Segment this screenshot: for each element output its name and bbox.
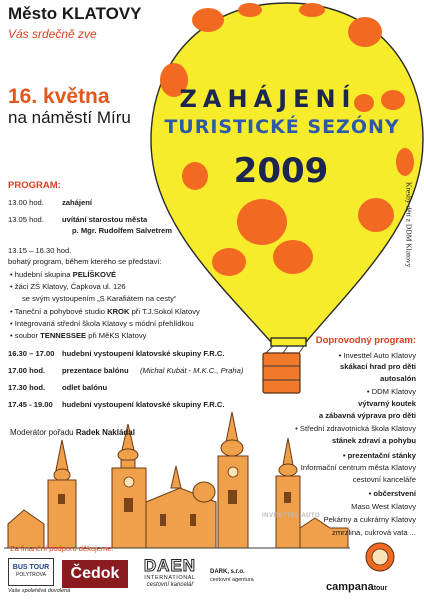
balloon-spot	[299, 3, 325, 17]
bus-tour-name: BUS TOUR	[12, 564, 50, 571]
tower-clock	[124, 477, 134, 487]
invitation-text: Vás srdečně zve	[8, 27, 97, 41]
performer-text: • hudební skupina	[10, 270, 73, 279]
tower-body	[48, 480, 76, 548]
daen-desc: cestovní kancelář	[146, 581, 194, 588]
program-item-note: (Michal Kubát - M.K.C., Praha)	[140, 366, 244, 375]
program-time: 16.30 – 17.00	[8, 349, 55, 358]
balloon-title-line2: TURISTICKÉ SEZÓNY	[164, 116, 400, 138]
program-item: hudební vystoupení klatovské skupiny F.R.C.	[62, 400, 225, 409]
cedok-name: Čedok	[70, 565, 120, 582]
program-time: 17.30 hod.	[8, 383, 46, 392]
balloon-rope	[299, 346, 304, 353]
side-program-title: • DDM Klatovy	[366, 387, 416, 396]
moderator-name: Radek Nakládal	[75, 428, 135, 437]
balloon-spot	[212, 248, 246, 276]
tower-bulb	[279, 464, 297, 476]
house-left	[8, 510, 44, 548]
program-time: 13.05 hod.	[8, 215, 44, 224]
event-place: na náměstí Míru	[8, 108, 131, 127]
performer-text: • Integrovaná střední škola Klatovy s módní přehlídkou	[10, 319, 194, 328]
side-program-line: skákací hrad pro děti	[340, 362, 416, 371]
side-program-heading: Doprovodný program:	[315, 335, 416, 346]
sponsors-heading: Za finanční podporu děkujeme:	[10, 544, 114, 553]
campana-logo	[326, 576, 387, 596]
tower-window	[58, 494, 65, 504]
city-title: Město KLATOVY	[8, 4, 142, 23]
side-program-line: a zábavná výprava pro děti	[318, 411, 416, 420]
performer-text: • Taneční a pohybové studio	[10, 307, 108, 316]
program-time: 17.00 hod.	[8, 366, 46, 375]
dark-logo	[210, 569, 270, 584]
bus-tour-sub: POLYTROVA	[16, 571, 46, 578]
performer-line	[10, 307, 200, 316]
side-program-line: výtvarný koutek	[358, 399, 416, 408]
performer-line	[10, 282, 126, 291]
side-program-title: • prezentační stánky	[342, 451, 416, 460]
campana-name: campana	[326, 581, 374, 593]
side-program-line: cestovní kanceláře	[352, 475, 416, 484]
tower-window	[284, 492, 291, 503]
daen-sub: INTERNATIONAL	[144, 574, 196, 581]
church-window	[190, 514, 196, 526]
side-program-line: Maso West Klatovy	[351, 502, 416, 511]
tower-clock	[228, 467, 238, 477]
balloon-spot	[358, 198, 394, 232]
tower-spire	[226, 412, 238, 442]
balloon-spot	[237, 199, 287, 245]
church-turret	[171, 466, 181, 488]
side-program-line: Pekárny a cukrárny Klatovy	[323, 515, 416, 524]
program-item: prezentace balónu	[62, 366, 129, 375]
event-date: 16. května	[8, 85, 110, 108]
church-dome	[193, 482, 215, 502]
illustration-credit: Kresby dětí z DDM Klatovy	[404, 182, 414, 268]
performer-text: při MěKS Klatovy	[86, 331, 147, 340]
tower-bulb	[221, 440, 243, 456]
side-program-line: Informační centrum města Klatovy	[300, 463, 416, 472]
program-item: hudební vystoupení klatovské skupiny F.R.C.	[62, 349, 225, 358]
side-program-line: stánek zdraví a pohybu	[332, 436, 416, 445]
program-intro: bohatý program, během kterého se představí:	[8, 257, 162, 266]
side-program-line: autosalón	[380, 374, 416, 383]
tower-window	[124, 498, 133, 512]
performer-text: • žáci ZŠ Klatovy, Čapkova ul. 126	[10, 282, 126, 291]
moderator-line	[10, 428, 135, 438]
balloon-spot	[348, 17, 382, 47]
balloon-basket	[263, 353, 300, 393]
tower-spire	[56, 440, 68, 470]
dark-desc: cestovní agentura	[210, 576, 254, 583]
sponsor-emblem	[366, 543, 394, 571]
daen-logo	[134, 557, 206, 590]
bus-tour-logo	[8, 558, 54, 586]
program-item: uvítání starostou města	[62, 215, 148, 224]
tower-bulb	[54, 469, 70, 481]
program-item: odlet balónu	[62, 383, 108, 392]
balloon-year: 2009	[233, 151, 329, 191]
balloon-spot	[238, 3, 262, 17]
balloon-spot	[273, 240, 313, 274]
tower-bulb	[118, 449, 138, 461]
side-program-line: zmrzlina, cukrová vata ...	[332, 528, 416, 537]
program-time: 13.00 hod.	[8, 198, 44, 207]
side-program-title: • občerstvení	[368, 489, 416, 498]
moderator-label: Moderátor pořadu	[10, 428, 74, 437]
balloon-rope	[283, 346, 288, 353]
performer-text: při T.J.Sokol Klatovy	[129, 307, 200, 316]
balloon-spot	[192, 8, 224, 32]
performer-text: se svým vystoupením „S Karafiátem na cesty“	[22, 294, 177, 303]
performer-line	[10, 331, 146, 340]
balloon-rope	[266, 346, 273, 353]
performer-line	[10, 270, 116, 279]
campana-suffix: tour	[373, 585, 388, 592]
balloon-title-line1: ZAHÁJENÍ	[179, 85, 357, 113]
dark-name: DARK, s.r.o.	[210, 569, 245, 575]
tower-spire	[283, 438, 293, 465]
program-item: zahájení	[62, 198, 92, 207]
program-time: 17.45 - 19.00	[8, 400, 53, 409]
investtel-watermark: INVESTTEL AUTO	[262, 513, 321, 519]
church-window	[160, 514, 166, 526]
bus-tour-slogan: Vaše spolehlivá dovolená	[8, 588, 71, 594]
program-item-detail: p. Mgr. Rudolfem Salvetrem	[72, 226, 173, 235]
tower-body	[276, 476, 300, 548]
performer-line	[22, 294, 176, 303]
performer-name: TENNESSEE	[40, 331, 87, 340]
balloon-collar	[271, 338, 306, 346]
performer-name: KROK	[107, 307, 130, 316]
program-time: 13.15 – 16.30 hod.	[8, 246, 72, 255]
tower-window	[228, 490, 237, 504]
tower-neck	[121, 460, 135, 468]
program-heading: PROGRAM:	[8, 180, 61, 191]
performer-line	[10, 319, 194, 328]
side-program-title: • Investtel Auto Klatovy	[338, 351, 416, 360]
performer-name: PELÍŠKOVÉ	[72, 270, 117, 279]
cedok-logo	[62, 560, 128, 588]
performer-text: • soubor	[10, 331, 41, 340]
side-program-title: • Střední zdravotnická škola Klatovy	[295, 424, 416, 433]
daen-name: DAEN	[143, 556, 197, 575]
